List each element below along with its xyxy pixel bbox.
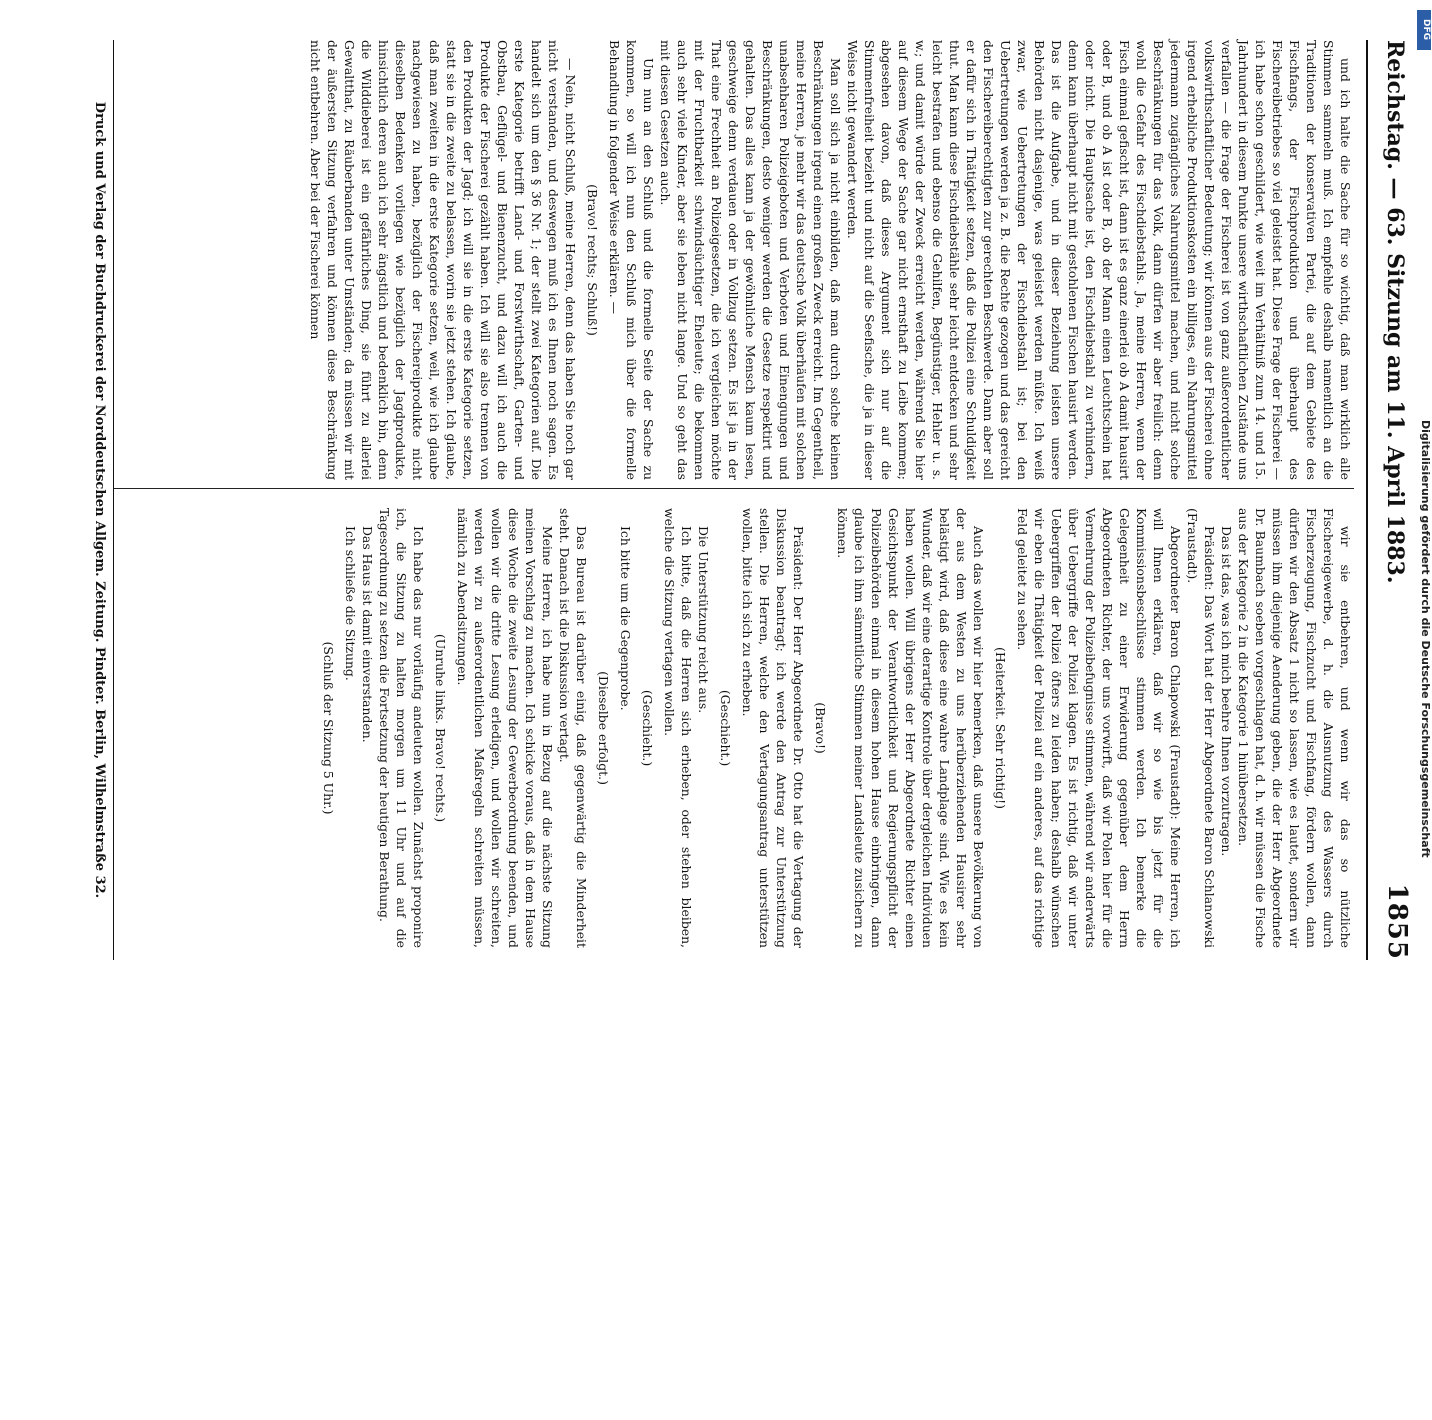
- paragraph: Meine Herren, ich habe nun in Bezug auf die nächste Sitzung meinen Vorschlag zu machen. Ich schicke voraus, daß in dem Hause diese Woche die zweite Lesung der Gewerbeordnung beenden, und wollen wir die dritte Lesung erledigen, und wollen wir schreiten, werden wir zu außerordentlichen Maßregeln schreiten müssen, nämlich zu Abendsitzungen.: [455, 508, 555, 948]
- paragraph: Ich schließe die Sitzung.: [343, 526, 358, 681]
- interjection: (Bravo! rechts; Schluß!): [585, 184, 600, 336]
- interjection: (Geschieht.): [718, 689, 733, 767]
- paragraph: Ich bitte, daß die Herren sich erheben, oder stehen bleiben, welche die Sitzung vertagen wollen.: [662, 508, 694, 948]
- running-title: Reichstag. — 63. Sitzung am 11. April 1883.: [1382, 40, 1408, 584]
- interjection: (Heiterkeit. Sehr richtig!): [993, 647, 1008, 809]
- dfg-credit: Digitalisierung gefördert durch die Deutsche Forschungsgemeinschaft: [1419, 420, 1432, 858]
- right-column: [315, 508, 1354, 948]
- interjection: (Dieselbe erfolgt.): [596, 671, 611, 785]
- imprint: Druck und Verlag der Buchdruckerei der Norddeutschen Allgem. Zeitung. Pindter. Berlin, Wilhelmstraße 32.: [92, 40, 114, 960]
- paragraph: Ich bitte um die Gegenprobe.: [618, 526, 633, 711]
- speech: Abgeordneter Baron Chlapowski (Fraustadt): Meine Herren, ich will Ihnen erklären, daß wir so wie bis jetzt für die Kommissionsbeschlüsse stimmen werden. Ich bemerke die Gelegenheit zu einer Erwiderung gegenüber dem Herrn Abgeordneten Richter, der uns vorwirft, daß wir Polen hier für die Vermehrung der Polizeibefugnisse stimmen, während wir anderwärts über Uebergriffe der Polizei klagen. Es ist richtig, daß wir unter Uebergriffen der Polizei öfters zu leiden haben; deshalb wünschen wir eben die Thätigkeit der Polizei auf ein anderes, auf das richtige Feld geleitet zu sehen.: [1015, 508, 1183, 948]
- column-divider: [114, 488, 1354, 489]
- paragraph: Man soll sich ja nicht einbilden, daß man durch solche kleinen Beschränkungen irgend einen großen Zweck erreicht. Im Gegentheil, meine Herren, je mehr wir das deutsche Volk überhäufen mit solchen unabsehbaren Polizeigeboten und Verboten und Einengungen und Beschränkungen, desto weniger werden die Gesetze respektirt und gehalten. Das alles kann ja der gewöhnliche Mensch kaum lesen, geschweige denn verdauen oder in Vollzug setzen. Es ist ja in der That eine Frechheit an Polizeigesetzen, die ich vergleichen möchte mit der Fruchtbarkeit schwindsüchtiger Eheleute; die bekommen auch sehr viele Kinder, aber sie leben nicht lange. Und so geht das mit diesen Gesetzen auch.: [658, 40, 843, 480]
- paragraph: Das ist das, was ich mich beehre Ihnen vorzutragen.: [1219, 526, 1234, 857]
- page-header: [1366, 40, 1418, 960]
- header-rule: [1366, 40, 1368, 960]
- president-speech: Präsident: Der Herr Abgeordnete Dr. Otto hat die Vertagung der Diskussion beantragt; ich werde den Antrag zur Unterstützung stellen. Die Herren, welche den Vertagungsantrag unterstützen wollen, bitte ich sich zu erheben.: [740, 508, 806, 948]
- dfg-logo: DFG: [1417, 10, 1431, 50]
- interjection: (Unruhe links. Bravo! rechts.): [433, 633, 448, 823]
- president-speech: Präsident: Das Wort hat der Herr Abgeordnete Baron Schlanowski (Fraustadt).: [1185, 508, 1217, 948]
- interjection: (Geschieht.): [640, 689, 655, 767]
- paragraph: Um nun an den Schluß und die formelle Seite der Sache zu kommen, so will ich nun den Schluß mich über die formelle Behandlung in folgender Weise erklären. —: [607, 40, 656, 480]
- paragraph: Die Unterstützung reicht aus.: [696, 526, 711, 714]
- paragraph: und ich halte die Sache für so wichtig, daß man wirklich alle Stimmen sammeln muß. Ich empfehle deshalb namentlich an die Traditionen der konservativen Partei, die auf dem Gebiete des Fischfangs, der Fischproduktion und überhaupt des Fischereibetriebes so viel geleistet hat. Diese Frage der Fischerei — ich habe schon geschildert, wie weit im Verhältniß zum 14. und 15. Jahrhundert in diesem Punkte unsere wirthschaftlichen Zustände uns verfallen — die Frage der Fischerei ist von ganz außerordentlicher volkswirthschaftlicher Bedeutung; wir können aus der Fischerei ohne irgend erhebliche Produktionskosten ein billiges, ein Nahrungsmittel jedermann zugängliches Nahrungsmittel machen, und nicht solche Beschränkungen für das Volk, dann dürfen wir aber freilich: denn wohl die Gefahr des Fischdiebstahls. Ja, meine Herren, wenn der Fisch einmal gefischt ist, dann ist es ganz einerlei ob A damit hausirt oder B, und ob A ist oder B, ob der Mann einen Leuchtschein hat oder nicht. Die Hauptsache ist, den Fischdiebstahl zu verhindern, denn kann überhaupt nicht mit gestohlenen Fischen hausirt werden. Das ist die Aufgabe, und in dieser Beziehung leisten unsere Behörden nicht dasjenige, was geleistet werden müßte. Ich weiß zwar, wie Uebertretungen der Fischdiebstahl ist; bei den Uebertretungen werden ja z. B. die Rechte gezogen und das gereicht den Fischereiberechtigten zur gerechten Beschwerde. Dann aber soll er dafür sich in Thätigkeit setzen, daß die Polizei eine Schuldigkeit thut. Man kann diese Fischdiebstähle sehr leicht entdecken und sehr leicht bestrafen und ebenso die Gehilfen, Begünstiger, Hehler u. s. w.; und damit würde der Zweck erreicht werden, während Sie hier auf diesem Wege der Sache gar nicht ernsthaft zu Leibe kommen; abgesehen davon, daß dieses Argument sich nur auf die Stimmenfreiheit bezieht und nicht auf die Seefische, die ja in dieser Weise nicht gewandert werden.: [845, 40, 1353, 480]
- paragraph: Ich habe das nur vorläufig andeuten wollen. Zunächst proponire ich, die Sitzung zu halten morgen um 11 Uhr und auf die Tagesordnung zu setzen die Fortsetzung der heutigen Berathung.: [377, 508, 426, 948]
- paragraph: wir sie entbehren, und wenn wir das so nützliche Fischereigewerbe, d. h. die Ausnutzung des Wassers durch Fischerzeugung, Fischzucht und Fischfang, fördern wollen, dann dürfen wir den Absatz 1 nicht so lassen, wie es lautet, sondern wir müssen ihm diejenige Aenderung geben, die der Herr Abgeordnete Dr. Baumbach soeben vorgeschlagen hat, d. h. wir müssen die Fische aus der Kategorie 2 in die Kategorie 1 hinübersetzen.: [1236, 508, 1353, 948]
- interjection: (Bravo!): [813, 702, 828, 754]
- paragraph: Das Bureau ist darüber einig, daß gegenwärtig die Minderheit steht. Danach ist die Diskussion vertagt.: [557, 508, 589, 948]
- left-column: [307, 40, 1354, 480]
- page-number: 1855: [1382, 883, 1412, 960]
- paragraph: Das Haus ist damit einverstanden.: [360, 526, 375, 743]
- interjection: (Schluß der Sitzung 5 Uhr.): [321, 641, 336, 815]
- speech: Auch das wollen wir hier bemerken, daß unsere Bevölkerung von der aus dem Westen zu uns herüberziehenden Hausirer sehr belästigt wird, daß diese eine wahre Landplage sind. Wie es kein Wunder, daß wir eine derartige Kontrole über dergleichen Individuen haben wollen. Will übrigens der Herr Abgeordnete Richter einen Gesichtspunkt der Verantwortlichkeit und Regierungspflicht der Polizeibehörden einmal in diesem hohen Hause einbringen, dann glaube ich ihm sämmtliche Stimmen meiner Landsleute zusichern zu können.: [835, 508, 986, 948]
- paragraph: — Nein, nicht Schluß, meine Herren, denn das haben Sie noch gar nicht verstanden, und deswegen muß ich es Ihnen noch sagen. Es handelt sich um den § 36 Nr. 1; der stellt zwei Kategorien auf. Die erste Kategorie betrifft Land- und Forstwirthschaft, Garten- und Obstbau, Geflügel- und Bienenzucht, und dazu will ich auch die Produkte der Fischerei gezählt haben. Ich will sie also trennen von den Produkten der Jagd; ich will sie in die erste Kategorie setzen, statt sie in die zweite zu belassen, worin sie jetzt stehen. Ich glaube, daß man zweiten in die erste Kategorie setzen, weil, wie ich glaube nachgewiesen zu haben, bezüglich der Fischereiprodukte nicht dieselben Bedenken vorliegen wie bezüglich der Jagdprodukte, hinsichtlich deren auch ich sehr ängstlich und bedenklich bin, denn die Wilddieberei ist ein gefährliches Ding, sie führt zu allerlei Gewaltthat, zu Räuberbanden unter Umständen; da müssen wir mit der äußersten Sitzung verfahren und können diese Beschränkung nicht entbehren. Aber bei der Fischerei können: [308, 40, 578, 480]
- digitization-sidebar: [1416, 0, 1432, 1000]
